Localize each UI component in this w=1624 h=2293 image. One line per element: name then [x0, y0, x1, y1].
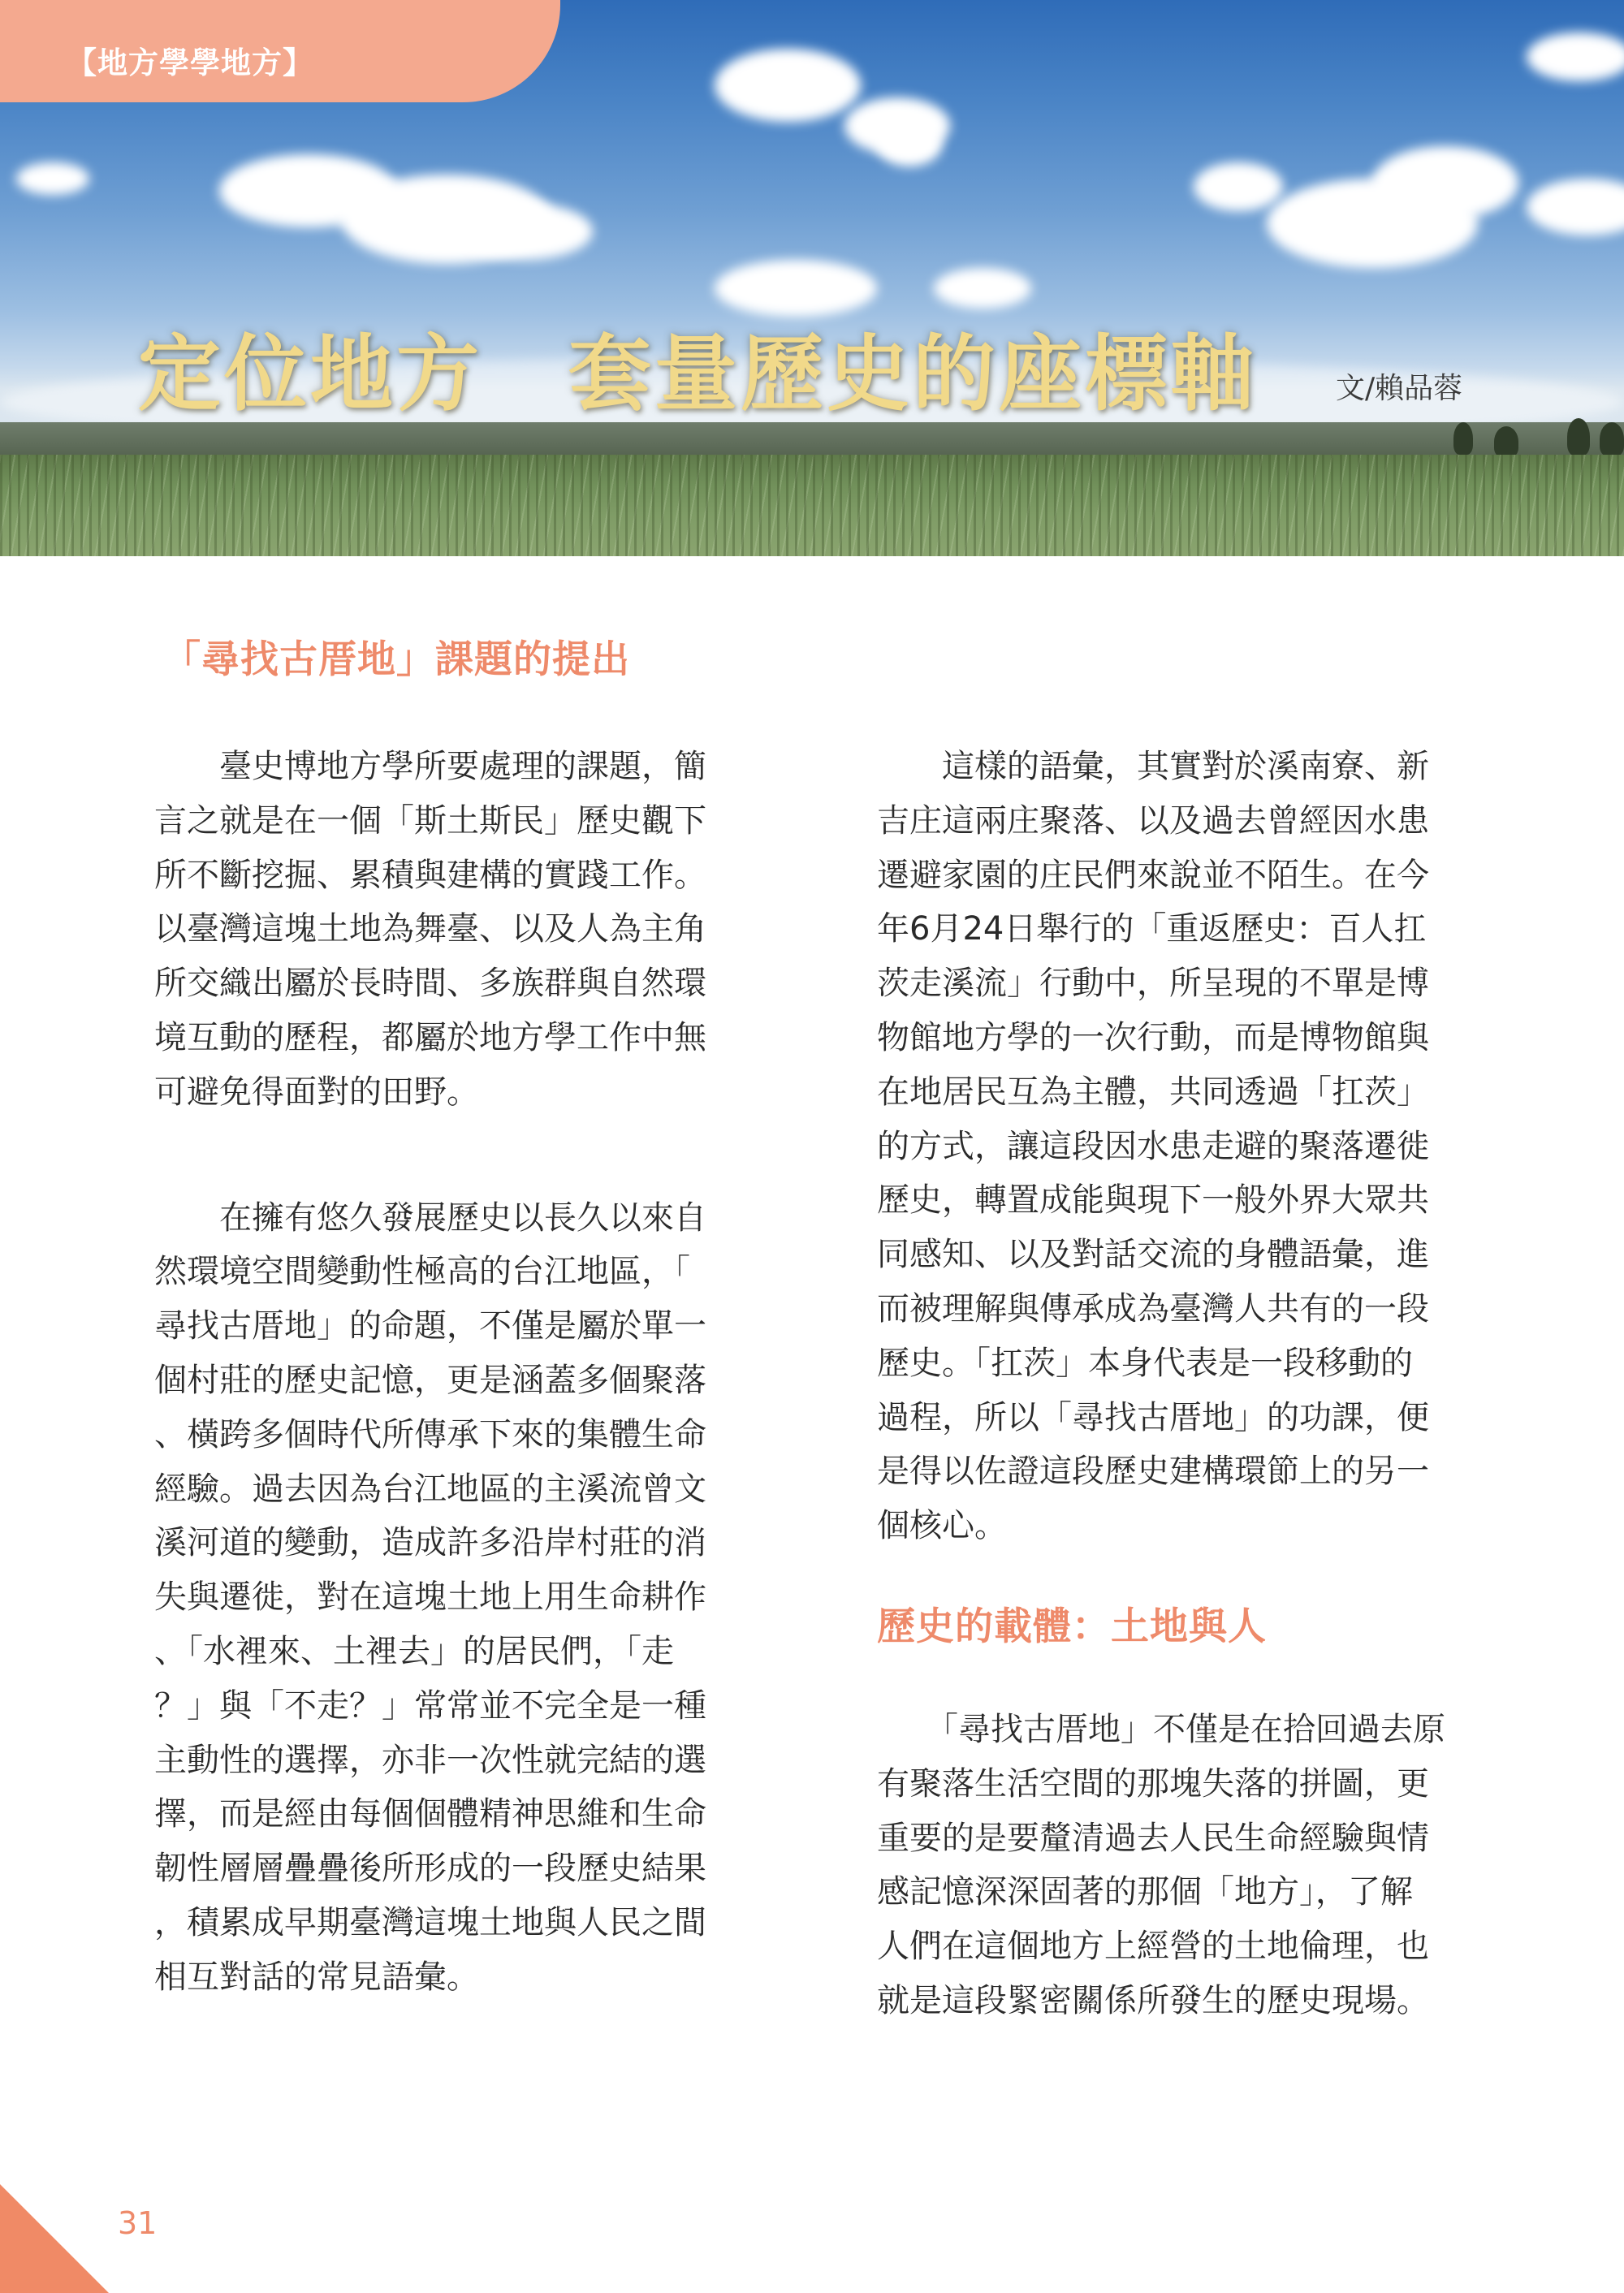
author-byline: 文/賴品蓉 [1336, 372, 1463, 405]
text-line: 言之就是在一個「斯土斯民」歷史觀下 [154, 801, 706, 840]
paragraph-gap [154, 1120, 706, 1191]
text-line: 就是這段緊密關係所發生的歷史現場。 [877, 1981, 1429, 2019]
page-number: 31 [118, 2205, 158, 2241]
text-line: 境互動的歷程，都屬於地方學工作中無 [154, 1018, 706, 1056]
text-line: 所不斷挖掘、累積與建構的實踐工作。 [154, 856, 706, 894]
text-line: 同感知、以及對話交流的身體語彙，進 [877, 1236, 1429, 1274]
text-line: 而被理解與傳承成為臺灣人共有的一段 [877, 1289, 1429, 1328]
cloud [1194, 162, 1283, 211]
cloud [455, 203, 593, 260]
paragraph [154, 1191, 706, 2005]
text-line: 在地居民互為主體，共同透過「扛茨」 [877, 1073, 1429, 1111]
article-title: 定位地方 套量歷史的座標軸 [138, 326, 1257, 423]
text-line: 經驗。過去因為台江地區的主溪流曾文 [154, 1470, 706, 1508]
corner-decoration [0, 2184, 109, 2293]
tree [1494, 426, 1518, 457]
text-line: 主動性的選擇，亦非一次性就完結的選 [154, 1741, 706, 1779]
text-line: 感記憶深深固著的那個「地方」，了解 [877, 1873, 1413, 1911]
text-line: 失與遷徙，對在這塊土地上用生命耕作 [154, 1578, 706, 1617]
cloud [1372, 146, 1518, 219]
cloud [934, 268, 1031, 309]
text-line: 人們在這個地方上經營的土地倫理，也 [877, 1928, 1429, 1966]
cloud [16, 162, 89, 195]
text-line: 然環境空間變動性極高的台江地區，「 [154, 1253, 690, 1291]
paragraph [154, 740, 706, 1120]
text-line: 茨走溪流」行動中，所呈現的不單是博 [877, 965, 1429, 1003]
text-line: 、橫跨多個時代所傳承下來的集體生命 [154, 1415, 706, 1453]
text-line: 這樣的語彙，其實對於溪南寮、新 [877, 748, 1429, 785]
paragraph [877, 740, 1429, 1553]
text-line: 年6月24日舉行的「重返歷史：百人扛 [877, 910, 1427, 948]
grass-field [0, 455, 1624, 556]
text-line: 重要的是要釐清過去人民生命經驗與情 [877, 1819, 1429, 1857]
section-heading-1: 「尋找古厝地」課題的提出 [162, 637, 630, 682]
left-column [154, 740, 706, 2005]
text-line: 以臺灣這塊土地為舞臺、以及人為主角 [154, 910, 706, 948]
text-line: 是得以佐證這段歷史建構環節上的另一 [877, 1453, 1429, 1491]
text-line: ？」與「不走？」常常並不完全是一種 [154, 1686, 706, 1725]
text-line: 所交織出屬於長時間、多族群與自然環 [154, 965, 706, 1003]
tree [1600, 422, 1624, 456]
text-line: 歷史，轉置成能與現下一般外界大眾共 [877, 1181, 1429, 1220]
section-tag: 【地方學學地方】 [67, 45, 313, 80]
right-column [877, 740, 1429, 1553]
cloud [715, 49, 861, 122]
section-heading-2: 歷史的載體：土地與人 [877, 1604, 1267, 1649]
text-line: 、「水裡來、土裡去」的居民們，「走 [154, 1632, 674, 1670]
text-line: 擇，而是經由每個個體精神思維和生命 [154, 1795, 706, 1833]
tree [1567, 418, 1590, 456]
right-column-lower [877, 1703, 1445, 2028]
text-line: 歷史。「扛茨」本身代表是一段移動的 [877, 1344, 1413, 1382]
cloud [1527, 179, 1624, 235]
section-tag-tab [0, 0, 560, 102]
cloud [877, 122, 942, 166]
text-line: 可避免得面對的田野。 [154, 1073, 479, 1111]
cloud [1527, 32, 1624, 81]
paragraph [877, 1703, 1445, 2028]
text-line: 個核心。 [877, 1507, 1007, 1545]
text-line: 韌性層層疊疊後所形成的一段歷史結果 [154, 1850, 706, 1888]
text-line: 溪河道的變動，造成許多沿岸村莊的消 [154, 1524, 706, 1562]
text-line: 遷避家園的庄民們來說並不陌生。在今 [877, 856, 1429, 894]
text-line: 相互對話的常見語彙。 [154, 1958, 479, 1996]
text-line: 「尋找古厝地」不僅是在拾回過去原 [877, 1711, 1445, 1748]
text-line: ，積累成早期臺灣這塊土地與人民之間 [154, 1903, 706, 1941]
text-line: 過程，所以「尋找古厝地」的功課，便 [877, 1398, 1429, 1436]
text-line: 吉庄這兩庄聚落、以及過去曾經因水患 [877, 801, 1429, 840]
hero-banner [0, 0, 1624, 556]
text-line: 臺史博地方學所要處理的課題，簡 [154, 748, 706, 785]
text-line: 的方式，讓這段因水患走避的聚落遷徙 [877, 1127, 1429, 1165]
text-line: 有聚落生活空間的那塊失落的拼圖，更 [877, 1764, 1429, 1803]
text-line: 尋找古厝地」的命題，不僅是屬於單一 [154, 1307, 706, 1345]
tree [1453, 422, 1473, 455]
text-line: 物館地方學的一次行動，而是博物館與 [877, 1018, 1429, 1056]
text-line: 在擁有悠久發展歷史以長久以來自 [154, 1198, 706, 1237]
text-line: 個村莊的歷史記憶，更是涵蓋多個聚落 [154, 1361, 706, 1399]
